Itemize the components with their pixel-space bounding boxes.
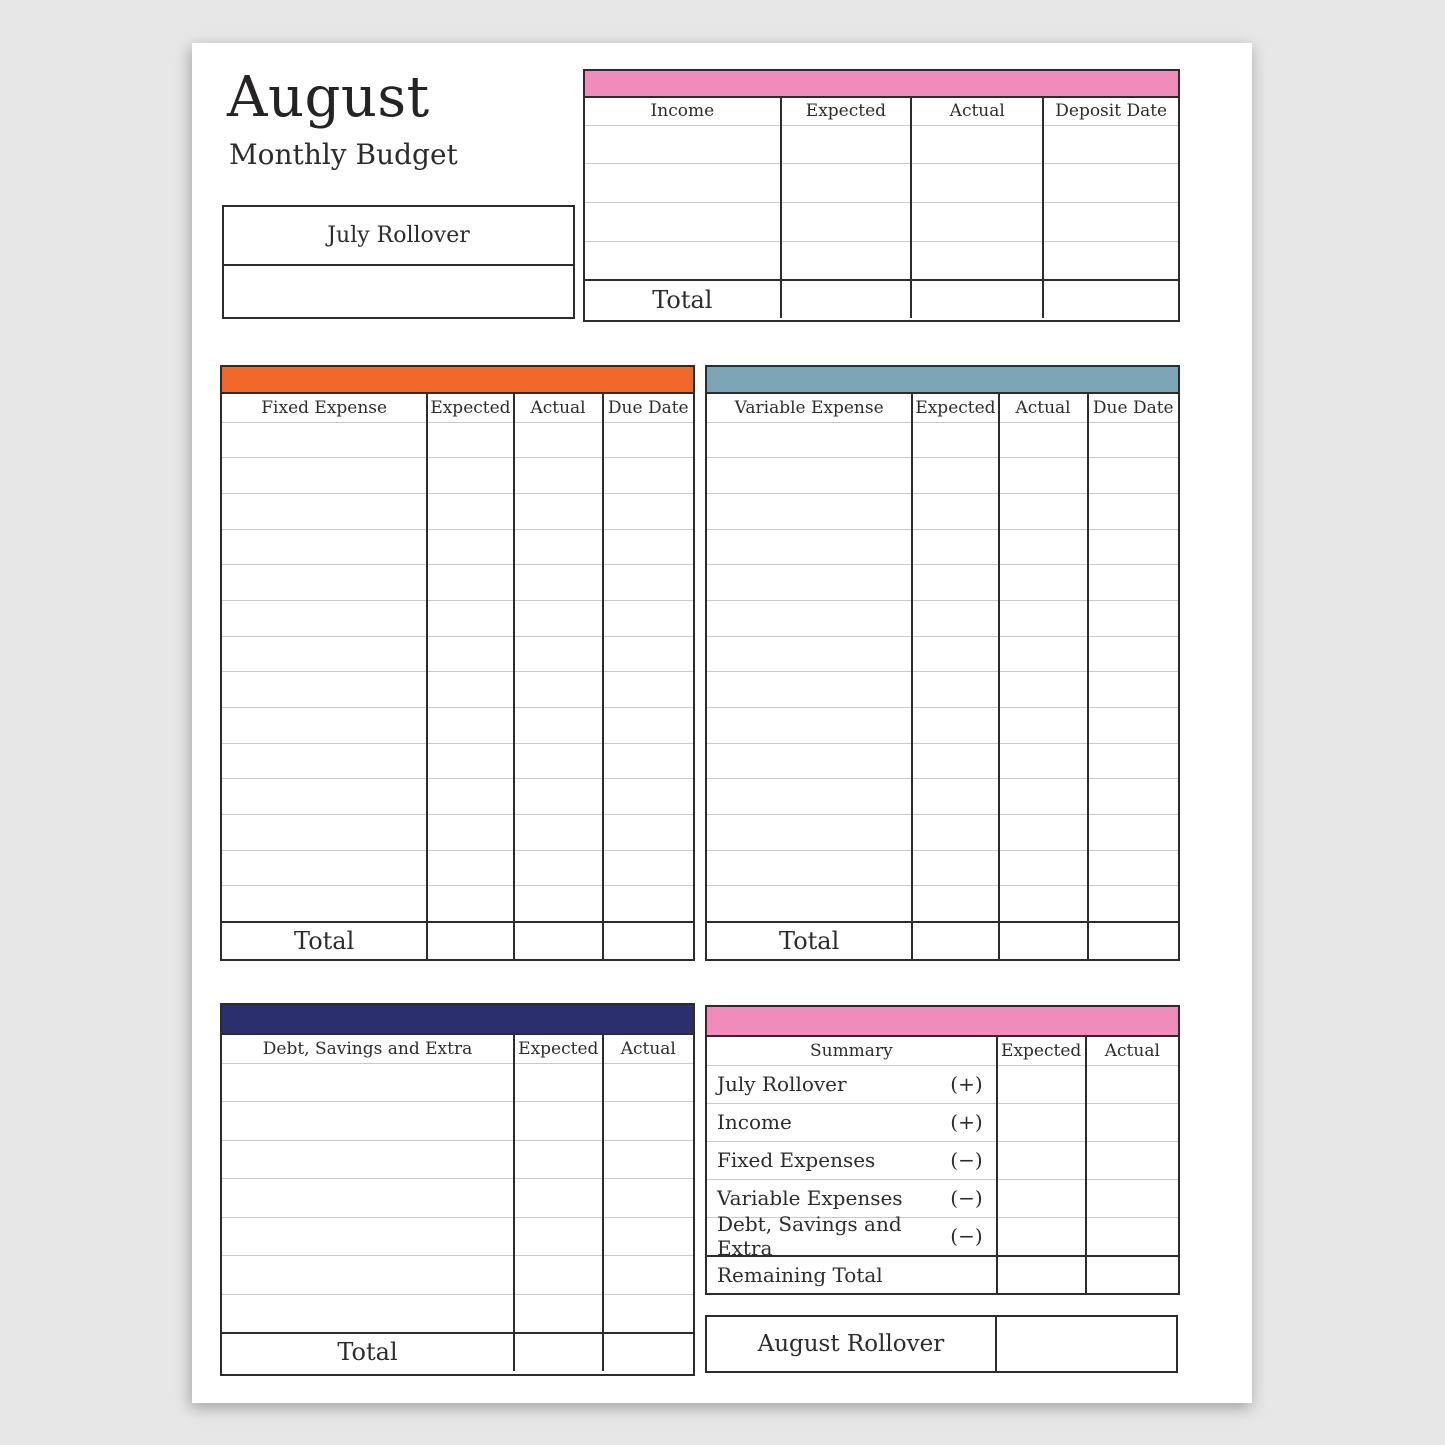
variable-expense-table — [705, 365, 1180, 961]
empty-cell — [514, 708, 603, 744]
page-title: August — [227, 65, 430, 130]
variable-expense-total-actual-cell — [999, 922, 1088, 960]
fixed-expense-total-due-cell — [603, 922, 693, 960]
fixed-expense-accent-bar — [222, 367, 693, 394]
empty-cell — [222, 886, 427, 922]
fixed-expense-total-actual-cell — [514, 922, 603, 960]
empty-cell — [514, 565, 603, 601]
empty-cell — [514, 672, 603, 708]
empty-row — [222, 1294, 693, 1333]
empty-row — [585, 125, 1178, 164]
empty-cell — [427, 708, 513, 744]
summary-expected-cell — [997, 1103, 1086, 1141]
empty-row — [585, 203, 1178, 242]
empty-cell — [1088, 636, 1178, 672]
debt-savings-total-expected-cell — [514, 1333, 603, 1371]
empty-cell — [912, 600, 998, 636]
variable-expense-total-label: Total — [707, 922, 912, 960]
empty-cell — [707, 458, 912, 494]
empty-cell — [514, 1217, 603, 1256]
empty-row — [707, 815, 1178, 851]
fixed-expense-header-row — [222, 394, 693, 422]
empty-cell — [427, 886, 513, 922]
empty-cell — [603, 565, 693, 601]
empty-row — [707, 493, 1178, 529]
empty-row — [222, 1217, 693, 1256]
empty-cell — [603, 672, 693, 708]
empty-cell — [603, 636, 693, 672]
summary-label: Variable Expenses — [717, 1186, 903, 1210]
summary-row-fixed-expenses — [707, 1141, 1178, 1179]
income-total-row — [585, 280, 1178, 318]
empty-cell — [427, 815, 513, 851]
empty-row — [222, 1063, 693, 1102]
empty-row — [222, 600, 693, 636]
empty-cell — [1088, 886, 1178, 922]
empty-cell — [603, 850, 693, 886]
page-subtitle: Monthly Budget — [229, 138, 458, 171]
empty-cell — [912, 708, 998, 744]
empty-cell — [222, 1217, 514, 1256]
empty-cell — [1088, 493, 1178, 529]
summary-header-name: Summary — [809, 1040, 893, 1061]
summary-expected-cell — [997, 1065, 1086, 1103]
empty-row — [222, 422, 693, 458]
empty-cell — [707, 636, 912, 672]
empty-cell — [427, 529, 513, 565]
empty-cell — [707, 886, 912, 922]
empty-row — [222, 565, 693, 601]
income-accent-bar — [585, 71, 1178, 98]
empty-cell — [603, 1217, 693, 1256]
income-total-label: Total — [585, 280, 781, 318]
empty-cell — [999, 529, 1088, 565]
empty-row — [222, 636, 693, 672]
summary-label: Income — [717, 1110, 792, 1134]
empty-cell — [707, 493, 912, 529]
empty-cell — [603, 422, 693, 458]
empty-cell — [603, 1256, 693, 1295]
summary-label: Fixed Expenses — [717, 1148, 876, 1172]
empty-cell — [912, 886, 998, 922]
summary-actual-cell — [1086, 1179, 1178, 1217]
summary-row-income — [707, 1103, 1178, 1141]
empty-cell — [427, 779, 513, 815]
empty-cell — [999, 565, 1088, 601]
empty-cell — [427, 565, 513, 601]
empty-cell — [603, 600, 693, 636]
august-rollover-label: August Rollover — [707, 1317, 997, 1371]
empty-cell — [603, 1179, 693, 1218]
empty-cell — [222, 458, 427, 494]
variable-expense-total-due-cell — [1088, 922, 1178, 960]
fixed-expense-header-name: Fixed Expense — [261, 397, 388, 418]
empty-cell — [781, 125, 911, 164]
budget-page — [192, 43, 1252, 1403]
empty-cell — [1088, 743, 1178, 779]
debt-savings-total-actual-cell — [603, 1333, 693, 1371]
empty-cell — [911, 125, 1043, 164]
empty-cell — [603, 529, 693, 565]
empty-cell — [427, 422, 513, 458]
summary-actual-cell — [1086, 1065, 1178, 1103]
empty-row — [222, 815, 693, 851]
empty-cell — [1088, 422, 1178, 458]
empty-cell — [912, 779, 998, 815]
empty-row — [707, 708, 1178, 744]
empty-row — [707, 636, 1178, 672]
empty-row — [222, 1256, 693, 1295]
empty-cell — [427, 458, 513, 494]
empty-cell — [1088, 600, 1178, 636]
summary-expected-cell — [997, 1141, 1086, 1179]
variable-expense-total-expected-cell — [912, 922, 998, 960]
debt-savings-header-expected: Expected — [514, 1035, 603, 1063]
july-rollover-value-cell — [224, 266, 573, 317]
empty-cell — [707, 815, 912, 851]
empty-cell — [603, 458, 693, 494]
empty-cell — [707, 850, 912, 886]
variable-expense-header-name: Variable Expense — [734, 397, 884, 418]
summary-row-july-rollover — [707, 1065, 1178, 1103]
empty-cell — [603, 815, 693, 851]
empty-cell — [999, 493, 1088, 529]
empty-cell — [911, 203, 1043, 242]
empty-cell — [1088, 672, 1178, 708]
variable-expense-total-row — [707, 922, 1178, 960]
summary-sign: (+) — [950, 1072, 983, 1096]
income-table — [583, 69, 1180, 322]
empty-cell — [427, 493, 513, 529]
variable-expense-accent-bar — [707, 367, 1178, 394]
empty-cell — [603, 1294, 693, 1333]
empty-row — [222, 493, 693, 529]
summary-expected-cell — [997, 1179, 1086, 1217]
empty-cell — [912, 636, 998, 672]
empty-cell — [781, 164, 911, 203]
summary-accent-bar — [707, 1007, 1178, 1037]
income-header-deposit-date: Deposit Date — [1043, 98, 1178, 125]
empty-cell — [999, 600, 1088, 636]
empty-cell — [912, 493, 998, 529]
empty-cell — [514, 1102, 603, 1141]
empty-cell — [427, 600, 513, 636]
empty-row — [585, 241, 1178, 280]
income-total-actual-cell — [911, 280, 1043, 318]
empty-cell — [707, 565, 912, 601]
summary-actual-cell — [1086, 1103, 1178, 1141]
debt-savings-header-actual: Actual — [603, 1035, 693, 1063]
empty-cell — [1088, 779, 1178, 815]
empty-cell — [514, 815, 603, 851]
empty-cell — [912, 529, 998, 565]
summary-remaining-total-row — [707, 1256, 1178, 1294]
empty-cell — [911, 241, 1043, 280]
empty-cell — [999, 708, 1088, 744]
empty-cell — [707, 529, 912, 565]
summary-label: Debt, Savings and Extra — [717, 1212, 902, 1260]
summary-remaining-total-label: Remaining Total — [707, 1256, 997, 1294]
empty-cell — [1088, 815, 1178, 851]
empty-row — [707, 850, 1178, 886]
empty-cell — [514, 458, 603, 494]
income-total-deposit-cell — [1043, 280, 1178, 318]
empty-cell — [1088, 565, 1178, 601]
empty-cell — [585, 241, 781, 280]
july-rollover-box — [222, 205, 575, 319]
income-header-actual: Actual — [911, 98, 1043, 125]
summary-actual-cell — [1086, 1217, 1178, 1256]
empty-cell — [603, 743, 693, 779]
empty-row — [222, 1179, 693, 1218]
variable-expense-header-expected: Expected — [912, 394, 998, 422]
empty-cell — [707, 422, 912, 458]
empty-cell — [912, 815, 998, 851]
empty-row — [707, 529, 1178, 565]
empty-cell — [222, 1179, 514, 1218]
debt-savings-accent-bar — [222, 1005, 693, 1035]
empty-row — [222, 850, 693, 886]
empty-cell — [1043, 125, 1178, 164]
fixed-expense-header-due-date: Due Date — [603, 394, 693, 422]
income-header-income: Income — [650, 101, 715, 122]
empty-cell — [222, 672, 427, 708]
empty-cell — [585, 164, 781, 203]
empty-row — [222, 458, 693, 494]
summary-header-actual: Actual — [1086, 1037, 1178, 1065]
empty-cell — [1088, 458, 1178, 494]
summary-actual-cell — [1086, 1141, 1178, 1179]
income-total-expected-cell — [781, 280, 911, 318]
august-rollover-box — [705, 1315, 1178, 1373]
empty-cell — [999, 743, 1088, 779]
empty-cell — [222, 493, 427, 529]
empty-cell — [222, 1256, 514, 1295]
summary-remaining-actual-cell — [1086, 1256, 1178, 1294]
empty-cell — [222, 1102, 514, 1141]
empty-cell — [1043, 203, 1178, 242]
empty-row — [707, 600, 1178, 636]
empty-row — [222, 529, 693, 565]
empty-cell — [1088, 529, 1178, 565]
empty-row — [707, 672, 1178, 708]
empty-row — [585, 164, 1178, 203]
empty-cell — [514, 886, 603, 922]
empty-cell — [912, 565, 998, 601]
empty-row — [707, 886, 1178, 922]
empty-row — [222, 1102, 693, 1141]
empty-cell — [707, 672, 912, 708]
empty-cell — [514, 1140, 603, 1179]
empty-cell — [427, 672, 513, 708]
empty-cell — [222, 815, 427, 851]
empty-cell — [222, 779, 427, 815]
empty-cell — [514, 1179, 603, 1218]
empty-cell — [707, 708, 912, 744]
empty-cell — [514, 743, 603, 779]
empty-cell — [999, 458, 1088, 494]
summary-header-row — [707, 1037, 1178, 1065]
empty-cell — [514, 779, 603, 815]
empty-cell — [603, 708, 693, 744]
empty-cell — [427, 850, 513, 886]
empty-cell — [1043, 241, 1178, 280]
empty-cell — [427, 636, 513, 672]
empty-cell — [707, 743, 912, 779]
summary-sign: (−) — [950, 1186, 983, 1210]
variable-expense-header-actual: Actual — [999, 394, 1088, 422]
fixed-expense-header-actual: Actual — [514, 394, 603, 422]
debt-savings-header-row — [222, 1035, 693, 1063]
empty-cell — [1088, 708, 1178, 744]
fixed-expense-total-expected-cell — [427, 922, 513, 960]
summary-sign: (−) — [950, 1148, 983, 1172]
empty-cell — [911, 164, 1043, 203]
empty-cell — [222, 1140, 514, 1179]
empty-cell — [999, 422, 1088, 458]
empty-cell — [999, 779, 1088, 815]
debt-savings-table — [220, 1003, 695, 1376]
empty-cell — [222, 1294, 514, 1333]
empty-row — [222, 1140, 693, 1179]
empty-cell — [585, 203, 781, 242]
empty-cell — [603, 493, 693, 529]
empty-cell — [999, 886, 1088, 922]
fixed-expense-total-row — [222, 922, 693, 960]
empty-cell — [707, 779, 912, 815]
empty-cell — [222, 1063, 514, 1102]
empty-cell — [514, 422, 603, 458]
summary-expected-cell — [997, 1217, 1086, 1256]
summary-label: July Rollover — [717, 1072, 847, 1096]
empty-cell — [222, 529, 427, 565]
august-rollover-value-cell — [997, 1317, 1176, 1371]
summary-row-debt-savings — [707, 1217, 1178, 1256]
empty-cell — [222, 850, 427, 886]
empty-cell — [603, 1063, 693, 1102]
empty-cell — [603, 886, 693, 922]
empty-row — [222, 708, 693, 744]
debt-savings-header-name: Debt, Savings and Extra — [262, 1038, 473, 1059]
summary-sign: (−) — [950, 1224, 983, 1248]
empty-cell — [781, 241, 911, 280]
empty-cell — [912, 422, 998, 458]
empty-cell — [514, 600, 603, 636]
empty-row — [707, 743, 1178, 779]
fixed-expense-total-label: Total — [222, 922, 427, 960]
empty-cell — [999, 815, 1088, 851]
summary-header-expected: Expected — [997, 1037, 1086, 1065]
empty-cell — [222, 636, 427, 672]
income-header-expected: Expected — [781, 98, 911, 125]
variable-expense-header-due-date: Due Date — [1088, 394, 1178, 422]
income-header-row — [585, 98, 1178, 125]
empty-cell — [514, 1294, 603, 1333]
empty-cell — [427, 743, 513, 779]
fixed-expense-table — [220, 365, 695, 961]
empty-cell — [222, 708, 427, 744]
empty-cell — [514, 1063, 603, 1102]
empty-cell — [603, 1140, 693, 1179]
empty-cell — [585, 125, 781, 164]
empty-row — [222, 886, 693, 922]
empty-cell — [514, 529, 603, 565]
empty-cell — [781, 203, 911, 242]
empty-row — [707, 422, 1178, 458]
july-rollover-label: July Rollover — [224, 207, 573, 266]
empty-cell — [514, 493, 603, 529]
empty-row — [222, 743, 693, 779]
empty-cell — [603, 779, 693, 815]
empty-cell — [222, 422, 427, 458]
empty-cell — [912, 850, 998, 886]
empty-row — [707, 565, 1178, 601]
empty-cell — [514, 850, 603, 886]
empty-cell — [222, 565, 427, 601]
empty-row — [222, 779, 693, 815]
empty-cell — [999, 850, 1088, 886]
empty-cell — [707, 600, 912, 636]
fixed-expense-header-expected: Expected — [427, 394, 513, 422]
empty-row — [707, 779, 1178, 815]
empty-cell — [514, 636, 603, 672]
empty-cell — [912, 458, 998, 494]
empty-cell — [603, 1102, 693, 1141]
empty-cell — [222, 743, 427, 779]
empty-cell — [912, 672, 998, 708]
empty-row — [222, 672, 693, 708]
empty-cell — [222, 600, 427, 636]
summary-table — [705, 1005, 1180, 1295]
empty-cell — [912, 743, 998, 779]
empty-cell — [999, 636, 1088, 672]
empty-cell — [1088, 850, 1178, 886]
debt-savings-total-row — [222, 1333, 693, 1371]
summary-sign: (+) — [950, 1110, 983, 1134]
debt-savings-total-label: Total — [222, 1333, 514, 1371]
empty-cell — [514, 1256, 603, 1295]
summary-remaining-expected-cell — [997, 1256, 1086, 1294]
empty-cell — [1043, 164, 1178, 203]
empty-cell — [999, 672, 1088, 708]
empty-row — [707, 458, 1178, 494]
variable-expense-header-row — [707, 394, 1178, 422]
